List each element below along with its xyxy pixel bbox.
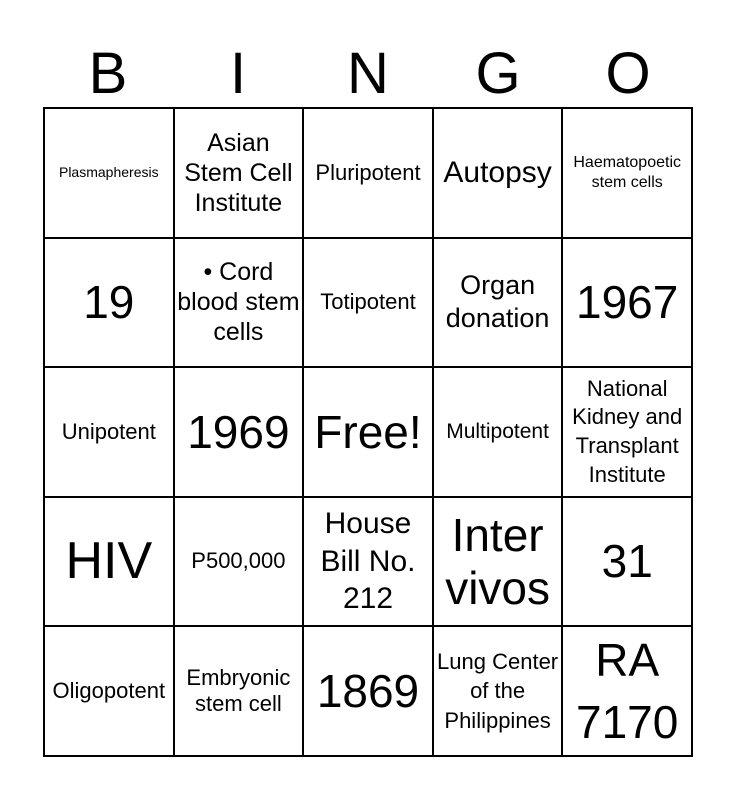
- free-space-cell[interactable]: [303, 367, 433, 497]
- bingo-cell[interactable]: [562, 626, 692, 756]
- cell-text: P500,000: [191, 548, 286, 574]
- header-letter-i: I: [229, 41, 247, 106]
- header-letter-o: O: [605, 41, 651, 106]
- cell-text: HIV: [65, 532, 153, 590]
- bingo-cell[interactable]: [433, 108, 563, 238]
- bingo-cell[interactable]: [562, 238, 692, 368]
- cell-text: Embryonic stem cell: [186, 664, 291, 717]
- bingo-cell[interactable]: [433, 626, 563, 756]
- bingo-header: [43, 40, 693, 108]
- bingo-cell[interactable]: [44, 367, 174, 497]
- bingo-cell[interactable]: [562, 497, 692, 627]
- cell-text: Organ donation: [445, 269, 550, 334]
- bingo-cell[interactable]: [562, 108, 692, 238]
- bingo-cell[interactable]: [174, 238, 304, 368]
- cell-text: Autopsy: [443, 155, 552, 189]
- bingo-cell[interactable]: [303, 238, 433, 368]
- cell-text: 1969: [187, 405, 290, 458]
- cell-text: 1967: [576, 275, 679, 328]
- bingo-cell[interactable]: [433, 497, 563, 627]
- bingo-cell[interactable]: [174, 367, 304, 497]
- cell-text: National Kidney and Transplant Institute: [572, 375, 683, 487]
- header-letter-n: N: [347, 41, 389, 106]
- cell-text: 19: [83, 275, 135, 328]
- free-space-text: Free!: [314, 405, 422, 458]
- cell-text: Multipotent: [446, 420, 549, 444]
- bingo-cell[interactable]: [433, 238, 563, 368]
- bingo-cell[interactable]: [44, 626, 174, 756]
- bingo-cell[interactable]: [433, 367, 563, 497]
- bingo-cell[interactable]: [44, 108, 174, 238]
- header-letter-g: G: [475, 41, 521, 106]
- cell-text: House Bill No. 212: [320, 507, 416, 616]
- cell-text: Pluripotent: [315, 159, 421, 185]
- bingo-card-grid: [43, 107, 693, 757]
- bingo-cell[interactable]: [44, 497, 174, 627]
- cell-text: Oligopotent: [52, 678, 166, 703]
- bingo-cell[interactable]: [303, 108, 433, 238]
- cell-text: Totipotent: [320, 289, 416, 315]
- cell-text: 1869: [316, 664, 420, 717]
- cell-text: 31: [601, 535, 653, 588]
- header-letter-b: B: [88, 41, 128, 106]
- bingo-cell[interactable]: [174, 497, 304, 627]
- bingo-cell[interactable]: [174, 108, 304, 238]
- cell-text: Inter vivos: [445, 508, 550, 614]
- cell-text: • Cord blood stem cells: [177, 258, 300, 347]
- cell-text: RA 7170: [576, 634, 679, 749]
- cell-text: Plasmapheresis: [58, 164, 159, 181]
- cell-text: Haematopoetic stem cells: [573, 153, 681, 191]
- bingo-cell[interactable]: [562, 367, 692, 497]
- bingo-cell[interactable]: [44, 238, 174, 368]
- cell-text: Asian Stem Cell Institute: [184, 128, 293, 217]
- bingo-cell[interactable]: [303, 626, 433, 756]
- bingo-cell[interactable]: [174, 626, 304, 756]
- cell-text: Lung Center of the Philippines: [437, 648, 559, 734]
- cell-text: Unipotent: [61, 418, 156, 444]
- bingo-cell[interactable]: [303, 497, 433, 627]
